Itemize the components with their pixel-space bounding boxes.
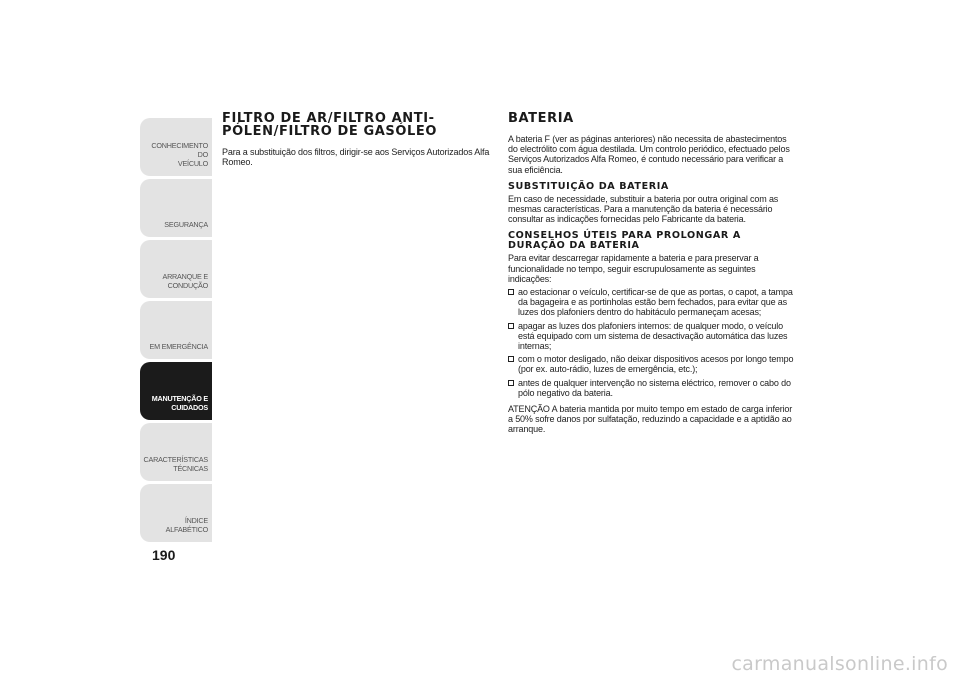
tab-label: CARACTERÍSTICAS TÉCNICAS bbox=[143, 455, 208, 473]
filter-section-text: Para a substituição dos filtros, dirigir-se aos Serviços Autorizados Alfa Romeo. bbox=[222, 147, 490, 168]
left-column bbox=[222, 112, 494, 167]
battery-section-title: BATERIA bbox=[508, 111, 574, 126]
watermark: carmanualsonline.info bbox=[731, 653, 948, 675]
tab-conhecimento-do-veiculo[interactable] bbox=[140, 118, 212, 176]
checkbox-bullet-icon bbox=[508, 323, 514, 329]
tab-label: EM EMERGÊNCIA bbox=[149, 342, 208, 351]
filter-section-title: FILTRO DE AR/FILTRO ANTI-PÓLEN/FILTRO DE GASÓLEO bbox=[222, 111, 438, 139]
list-item: apagar as luzes dos plafoniers internos: de qualquer modo, o veículo está equipado com um sistema de desactivação automática das luzes internas; bbox=[508, 321, 794, 352]
battery-tips-text: Para evitar descarregar rapidamente a bateria e para preservar a funcionalidade no tempo, seguir escrupulosamente as seguintes indicações: bbox=[508, 253, 759, 284]
tab-label: CONHECIMENTO DO VEÍCULO bbox=[151, 141, 208, 168]
battery-replacement-text: Em caso de necessidade, substituir a bateria por outra original com as mesmas características. Para a manutenção da bateria é necessário consultar as indicações fornecidas pelo Fabricante da bateria. bbox=[508, 193, 779, 225]
battery-tips-heading: CONSELHOS ÚTEIS PARA PROLONGAR A DURAÇÃO DA BATERIA bbox=[508, 230, 741, 252]
tab-indice-alfabetico[interactable] bbox=[140, 484, 212, 542]
battery-replacement-heading: SUBSTITUIÇÃO DA BATERIA bbox=[508, 180, 669, 192]
checkbox-bullet-icon bbox=[508, 289, 514, 295]
right-column bbox=[508, 112, 794, 435]
tab-em-emergencia[interactable] bbox=[140, 301, 212, 359]
tab-label: SEGURANÇA bbox=[164, 220, 208, 229]
tab-caracteristicas-tecnicas[interactable] bbox=[140, 423, 212, 481]
checkbox-bullet-icon bbox=[508, 380, 514, 386]
tab-label: ARRANQUE E CONDUÇÃO bbox=[162, 272, 208, 290]
battery-tips-list bbox=[508, 287, 794, 398]
page-number: 190 bbox=[152, 547, 176, 563]
tab-label: MANUTENÇÃO E CUIDADOS bbox=[151, 394, 208, 412]
tab-arranque-e-conducao[interactable] bbox=[140, 240, 212, 298]
battery-warning-note: ATENÇÃO A bateria mantida por muito tempo em estado de carga inferior a 50% sofre danos por sulfatação, reduzindo a capacidade e a aptidão ao arranque. bbox=[508, 404, 793, 435]
battery-intro-text: A bateria F (ver as páginas anteriores) não necessita de abastecimentos do electrólito com água destilada. Um controlo periódico, efectuado pelos Serviços Autorizados Alfa Romeo, é contudo necessário para verificar a sua eficiência. bbox=[508, 134, 790, 175]
list-item: ao estacionar o veículo, certificar-se de que as portas, o capot, a tampa da bagageira e as portinholas estão bem fechados, para evitar que as luzes dos plafoniers dentro do habitáculo permaneçam acesas; bbox=[508, 287, 794, 318]
checkbox-bullet-icon bbox=[508, 356, 514, 362]
tab-seguranca[interactable] bbox=[140, 179, 212, 237]
tab-manutencao-e-cuidados[interactable] bbox=[140, 362, 212, 420]
list-item: com o motor desligado, não deixar dispositivos acesos por longo tempo (por ex. auto-rádio, luzes de emergência, etc.); bbox=[508, 354, 794, 374]
list-item: antes de qualquer intervenção no sistema eléctrico, remover o cabo do pólo negativo da bateria. bbox=[508, 378, 794, 398]
tab-label: ÍNDICE ALFABÉTICO bbox=[165, 516, 208, 534]
